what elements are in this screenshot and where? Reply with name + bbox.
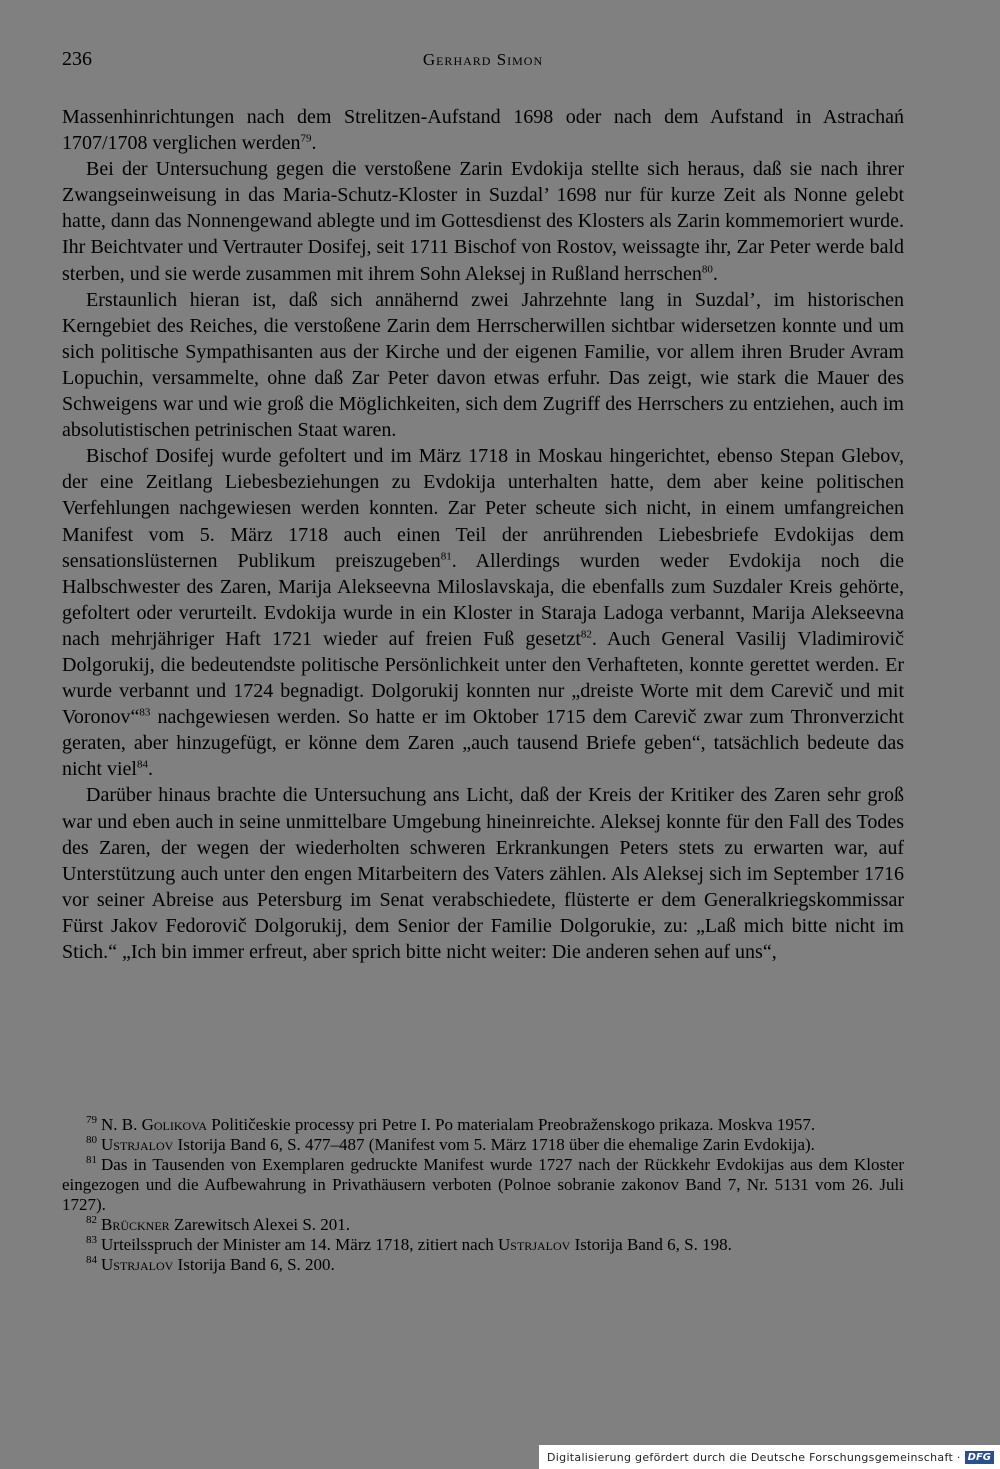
- footnote-84: $^{84}$ Ustrjalov Istorija Band 6, S. 200.: [86, 1254, 335, 1274]
- footnote-82: $^{82}$ Brückner Zarewitsch Alexei S. 201.: [86, 1214, 351, 1234]
- footnote-ref-83: 83: [139, 706, 151, 719]
- footnote-ref-84: 84: [136, 758, 148, 771]
- footnote-ref-82: 82: [580, 628, 592, 641]
- footnote-ref-80: 80: [701, 262, 713, 275]
- footnote-83: $^{83}$ Urteilsspruch der Minister am 14. März 1718, zitiert nach Ustrjalov Istorija Band 6, S. 198.: [86, 1234, 732, 1254]
- page-number: 236: [62, 48, 92, 70]
- digitization-footer: [539, 1445, 1000, 1469]
- footnote-ref-79: 79: [300, 132, 312, 145]
- paragraph-4: Bischof Dosifej wurde gefoltert und im März 1718 in Moskau hingerichtet, ebenso Stepan Glebov, der eine Zeitlang Liebesbeziehungen zu Evdokija unterhalten hatte, dem aber keine politischen Verfehlungen nachgewiesen werden konnten. Zar Peter scheute sich nicht, in einem umfangreichen Manifest vom 5. März 1718 auch einen Teil der anrührenden Liebesbriefe Evdokijas dem sensationslüsternen Publikum preiszugeben$^{81}$. Allerdings wurden weder Evdokija noch die Halbschwester des Zaren, Marija Alekseevna Miloslavskaja, die ebenfalls zum Suzdaler Kreis gehörte, gefoltert oder verurteilt. Evdokija wurde in ein Kloster in Staraja Ladoga verbannt, Marija Alekseevna nach mehrjähriger Haft 1721 wieder auf freien Fuß gesetzt$^{82}$. Auch General Vasilij Vladimirovič Dolgorukij, die bedeutendste politische Persönlichkeit unter den Verhafteten, konnte gerettet werden. Er wurde verbannt und 1724 begnadigt. Dolgorukij konnten nur „dreiste Worte mit dem Carevič und mit Voronov“$^{83}$ nachgewiesen werden. So hatte er im Oktober 1715 dem Carevič zwar zum Thronverzicht geraten, aber hinzugefügt, er könne dem Zaren „auch tausend Briefe geben“, tatsächlich bedeute das nicht viel$^{84}$.: [62, 445, 905, 781]
- running-head: Gerhard Simon: [422, 50, 544, 69]
- footnote-79: $^{79}$ N. B. Golikova Političeskie processy pri Petre I. Po materialam Preobraženskogo prikaza. Moskva 1957.: [86, 1114, 816, 1134]
- dfg-logo: DFG: [965, 1451, 994, 1464]
- footnote-ref-81: 81: [440, 549, 452, 562]
- paragraph-5: Darüber hinaus brachte die Untersuchung ans Licht, daß der Kreis der Kritiker des Zaren sehr groß war und eben auch in seine unmittelbare Umgebung hineinreichte. Aleksej konnte für den Fall des Todes des Zaren, der wegen der wiederholten schweren Erkrankungen Peters stets zu erwarten war, auf Unterstützung auch unter den engen Mitarbeitern des Vaters zählen. Als Aleksej sich im September 1716 vor seiner Abreise aus Petersburg im Senat verabschiedete, flüsterte er dem Generalkriegskommissar Fürst Jakov Fedorovič Dolgorukij, dem Senior der Familie Dolgorukie, zu: „Laß mich bitte nicht im Stich.“ „Ich bin immer erfreut, aber sprich bitte nicht weiter: Die anderen sehen auf uns“,: [62, 784, 904, 963]
- footnote-81: $^{81}$ Das in Tausenden von Exemplaren gedruckte Manifest wurde 1727 nach der Rückkehr Evdokijas aus dem Kloster eingezogen und die Aufbewahrung in Privathäusern verboten (Polnoe sobranie zakonov Band 7, Nr. 5131 vom 26. Juli 1727).: [62, 1154, 904, 1214]
- body-text: [62, 104, 904, 965]
- footnotes: [62, 1115, 904, 1275]
- paragraph-1: Massenhinrichtungen nach dem Strelitzen-Aufstand 1698 oder nach dem Aufstand in Astrachań 1707/1708 verglichen werden$^{79}$.: [62, 106, 904, 155]
- paragraph-3: Erstaunlich hieran ist, daß sich annähernd zwei Jahrzehnte lang in Suzdal’, im historischen Kerngebiet des Reiches, die verstoßene Zarin dem Herrscherwillen sichtbar widersetzen konnte und um sich politische Sympathisanten aus der Kirche und der eigenen Familie, vor allem ihren Bruder Avram Lopuchin, versammelte, ohne daß Zar Peter davon etwas erfuhr. Das zeigt, wie stark die Mauer des Schweigens war und wie groß die Möglichkeiten, sich dem Zugriff des Herrschers zu entziehen, auch im absolutistischen petrinischen Staat waren.: [62, 288, 904, 442]
- footer-text: Digitalisierung gefördert durch die Deutsche Forschungsgemeinschaft ·: [547, 1450, 961, 1464]
- footnote-80: $^{80}$ Ustrjalov Istorija Band 6, S. 477–487 (Manifest vom 5. März 1718 über die ehemalige Zarin Evdokija).: [86, 1134, 815, 1154]
- page-header: [62, 48, 904, 76]
- paragraph-2: Bei der Untersuchung gegen die verstoßene Zarin Evdokija stellte sich heraus, daß sie nach ihrer Zwangseinweisung in das Maria-Schutz-Kloster in Suzdal’ 1698 nur für kurze Zeit als Nonne gelebt hatte, dann das Nonnengewand ablegte und im Gottesdienst des Klosters als Zarin kommemoriert wurde. Ihr Beichtvater und Vertrauter Dosifej, seit 1711 Bischof von Rostov, weissagte ihr, Zar Peter werde bald sterben, und sie werde zusammen mit ihrem Sohn Aleksej in Rußland herrschen$^{80}$.: [62, 158, 904, 285]
